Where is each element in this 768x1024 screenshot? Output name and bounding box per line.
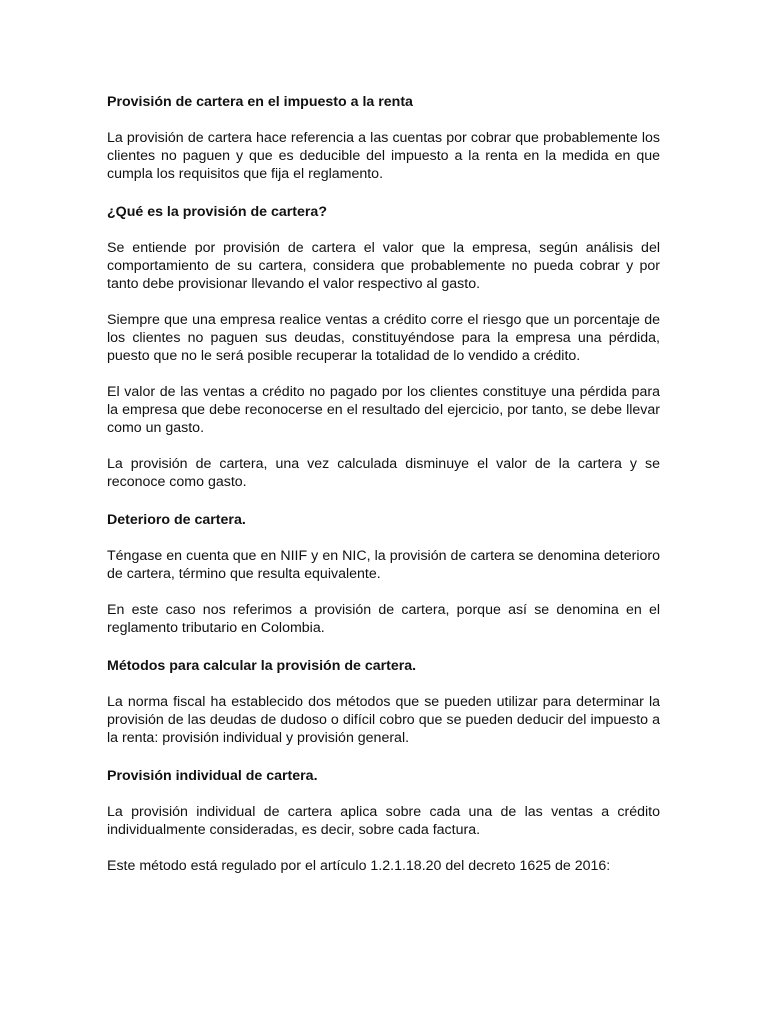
section-heading-provision-renta: Provisión de cartera en el impuesto a la renta [107, 94, 413, 110]
section-heading-provision-individual: Provisión individual de cartera. [107, 768, 318, 784]
paragraph: La provisión de cartera hace referencia a las cuentas por cobrar que probablemente los clientes no paguen y que es deducible del impuesto a la renta en la medida en que cumpla los requisitos que fija el reglamento. [107, 130, 660, 182]
paragraph: Se entiende por provisión de cartera el valor que la empresa, según análisis del comportamiento de su cartera, considera que probablemente no pueda cobrar y por tanto debe provisionar llevando el valor respectivo al gasto. [107, 240, 660, 292]
paragraph: La provisión individual de cartera aplica sobre cada una de las ventas a crédito individualmente consideradas, es decir, sobre cada factura. [107, 804, 660, 838]
paragraph: La norma fiscal ha establecido dos métodos que se pueden utilizar para determinar la provisión de las deudas de dudoso o difícil cobro que se pueden deducir del impuesto a la renta: provisión individual y provisión general. [107, 694, 660, 746]
section-heading-que-es: ¿Qué es la provisión de cartera? [107, 204, 327, 220]
paragraph: La provisión de cartera, una vez calculada disminuye el valor de la cartera y se reconoce como gasto. [107, 456, 660, 490]
paragraph: Siempre que una empresa realice ventas a crédito corre el riesgo que un porcentaje de los clientes no paguen sus deudas, constituyéndose para la empresa una pérdida, puesto que no le será posible recuperar la totalidad de lo vendido a crédito. [107, 312, 660, 364]
document-page [107, 93, 660, 875]
paragraph: En este caso nos referimos a provisión de cartera, porque así se denomina en el reglamento tributario en Colombia. [107, 602, 660, 636]
paragraph: Este método está regulado por el artículo 1.2.1.18.20 del decreto 1625 de 2016: [107, 858, 611, 874]
paragraph: Téngase en cuenta que en NIIF y en NIC, la provisión de cartera se denomina deterioro de cartera, término que resulta equivalente. [107, 548, 660, 582]
section-heading-deterioro: Deterioro de cartera. [107, 512, 246, 528]
section-heading-metodos: Métodos para calcular la provisión de cartera. [107, 658, 417, 674]
paragraph: El valor de las ventas a crédito no pagado por los clientes constituye una pérdida para la empresa que debe reconocerse en el resultado del ejercicio, por tanto, se debe llevar como un gasto. [107, 384, 660, 436]
